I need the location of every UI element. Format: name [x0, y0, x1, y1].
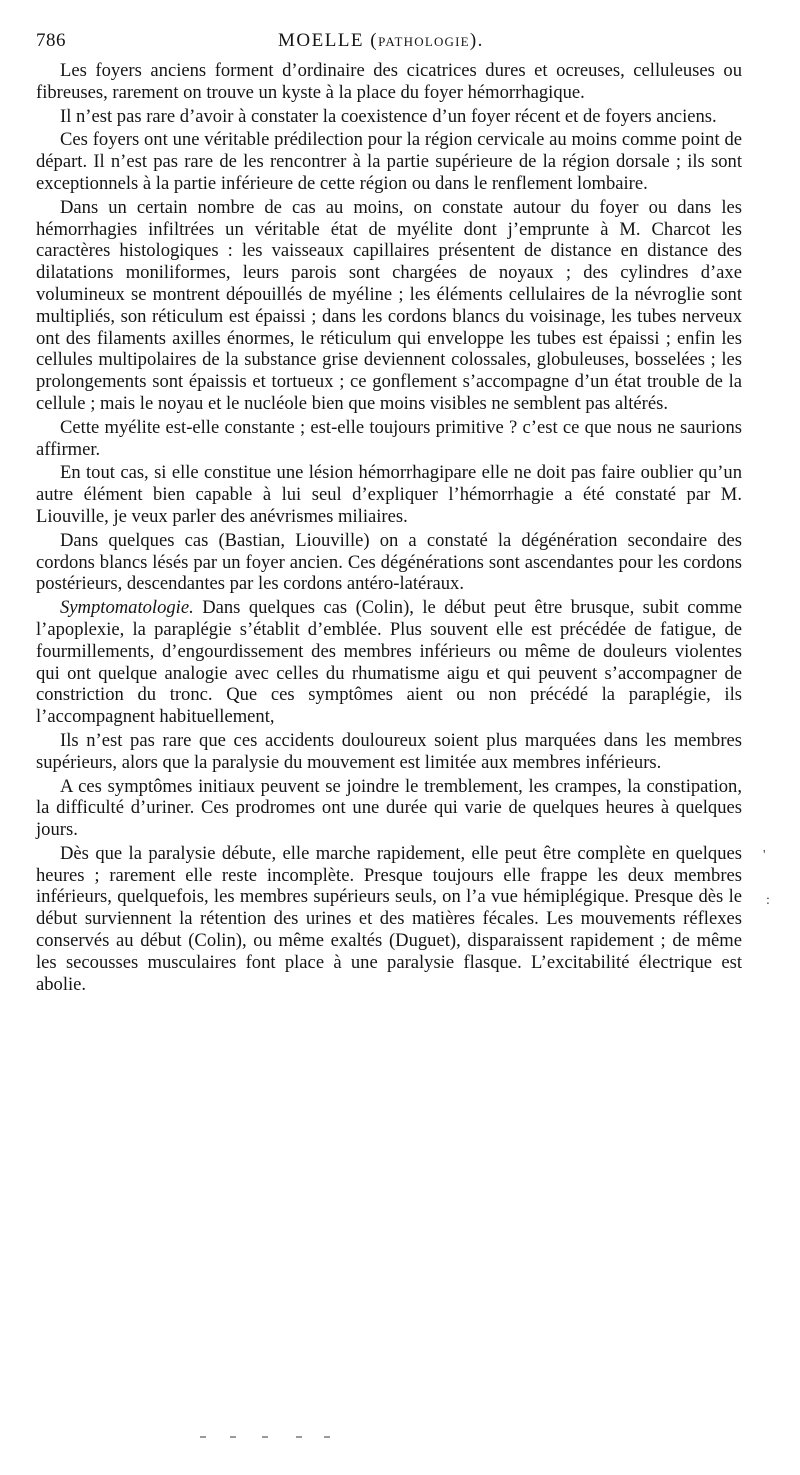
paragraph: [36, 197, 742, 415]
paragraph-text: Dans un certain nombre de cas au moins, on constate autour du foyer ou dans les hémorrhagies infiltrées un véritable état de myélite dont j’emprunte à M. Charcot les caractères histologiques : les vaisseaux capillaires présentent de distance en distance des dilatations moniliformes, leurs parois sont chargées de noyaux ; des cylindres d’axe volumineux se montrent dépouillés de myéline ; les éléments cellulaires de la névroglie sont multipliés, son réticulum est épaissi ; dans les cordons blancs du voisinage, les tubes nerveux ont des filaments axilles énormes, le réticulum qui enveloppe les tubes est épaissi ; enfin les cellules multipolaires de la substance grise deviennent colossales, globuleuses, bosselées ; les prolongements sont épaissis et tortueux ; ce gonflement s’accompagne d’un état trouble de la cellule ; mais le noyau et le nucléole bien que moins visibles ne semblent pas altérés.: [36, 196, 742, 414]
paragraph-text: Dans quelques cas (Colin), le début peut être brusque, subit comme l’apoplexie, la paraplégie s’établit d’emblée. Plus souvent elle est précédée de fatigue, de fourmillements, d’engourdissement des membres inférieurs ou même de douleurs violentes qui ont quelque analogie avec celles du rhumatisme aigu et qui peuvent s’accompagner de constriction du tronc. Que ces symptômes aient ou non précédé la paraplégie, ils l’accompagnent habituellement,: [36, 597, 742, 728]
margin-speck: ': [763, 848, 766, 863]
paragraph: [36, 129, 742, 194]
paragraph-text: Dans quelques cas (Bastian, Liouville) on a constaté la dégénération secondaire des cordons blancs lésés par un foyer ancien. Ces dégénérations sont ascendantes pour les cordons postérieurs, descendantes par les cordons antéro-latéraux.: [36, 529, 742, 595]
paragraph: [36, 462, 742, 527]
paragraph-text: Ces foyers ont une véritable prédilection pour la région cervicale au moins comme point de départ. Il n’est pas rare de les rencontrer à la partie supérieure de la région dorsale ; ils sont exceptionnels à la partie inférieure de cette région ou dans le renflement lombaire.: [36, 129, 742, 194]
paragraph: [36, 60, 742, 104]
paragraph: [36, 843, 742, 996]
paragraph-text: Dès que la paralysie débute, elle marche rapidement, elle peut être complète en quelques heures ; rarement elle reste incomplète. Presque toujours elle frappe les deux membres inférieurs, quelquefois, les membres supérieurs seuls, on l’a vue hémiplégique. Presque dès le début surviennent la rétention des urines et des matières fécales. Les mouvements réflexes conservés au début (Colin), ou même exaltés (Duguet), disparaissent rapidement ; de même les secousses musculaires font place à une paralysie flasque. L’excitabilité électrique est abolie.: [36, 842, 742, 995]
body-text: [36, 60, 742, 995]
margin-speck: :: [766, 893, 770, 908]
page-header: [36, 30, 742, 56]
running-title-close: ).: [469, 30, 484, 51]
running-title-main: MOELLE (: [278, 30, 379, 51]
paragraph: [36, 730, 742, 774]
scan-noise-dots: [200, 1436, 360, 1444]
paragraph-text: Cette myélite est-elle constante ; est-elle toujours primitive ? c’est ce que nous ne saurions affirmer.: [36, 416, 742, 460]
paragraph-text: A ces symptômes initiaux peuvent se joindre le tremblement, les crampes, la constipation, la difficulté d’uriner. Ces prodromes ont une durée qui varie de quelques heures à quelques jours.: [36, 775, 742, 841]
section-run-in-heading: Symptomatologie.: [60, 597, 194, 619]
paragraph: [36, 106, 742, 128]
paragraph-text: Les foyers anciens forment d’ordinaire des cicatrices dures et ocreuses, celluleuses ou fibreuses, rarement on trouve un kyste à la place du foyer hémorrhagique.: [36, 60, 742, 103]
page-number: 786: [36, 30, 66, 51]
paragraph: [36, 530, 742, 595]
running-title: [278, 30, 484, 52]
paragraph: [36, 776, 742, 841]
paragraph-text: Ils n’est pas rare que ces accidents douloureux soient plus marquées dans les membres supérieurs, alors que la paralysie du mouvement est limitée aux membres inférieurs.: [36, 729, 742, 773]
paragraph-text: En tout cas, si elle constitue une lésion hémorrhagipare elle ne doit pas faire oublier qu’un autre élément bien capable à lui seul d’expliquer l’hémorrhagie a été constaté par M. Liouville, je veux parler des anévrismes miliaires.: [36, 462, 742, 527]
paragraph: [36, 417, 742, 461]
paragraph-text: Il n’est pas rare d’avoir à constater la coexistence d’un foyer récent et de foyers anciens.: [60, 105, 717, 127]
running-title-small-caps: PATHOLOGIE: [378, 34, 470, 49]
paragraph-symptomatologie: [36, 597, 742, 728]
